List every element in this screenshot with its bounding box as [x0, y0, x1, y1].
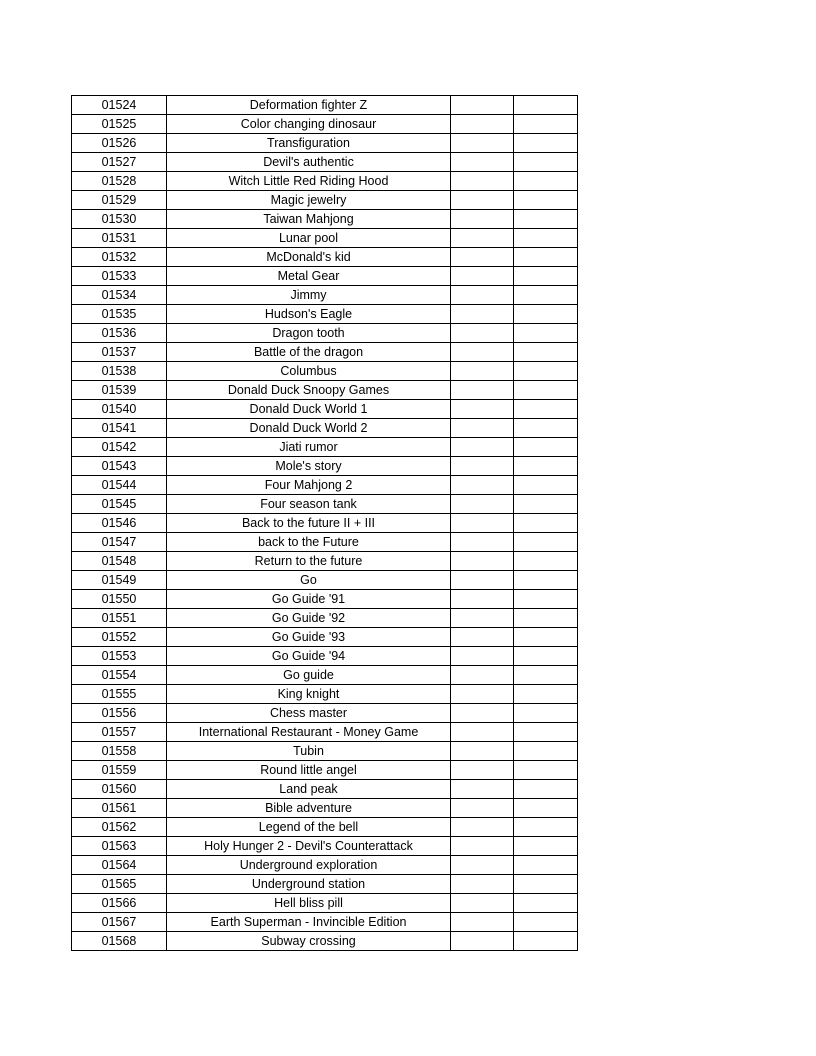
empty-cell: [514, 191, 578, 210]
game-title-cell: Go Guide '91: [167, 590, 451, 609]
empty-cell: [514, 856, 578, 875]
game-title-cell: Donald Duck World 2: [167, 419, 451, 438]
empty-cell: [451, 343, 514, 362]
game-code-cell: 01538: [72, 362, 167, 381]
table-row: [72, 837, 578, 856]
game-title-cell: Legend of the bell: [167, 818, 451, 837]
table-row: [72, 134, 578, 153]
empty-cell: [451, 723, 514, 742]
game-code-cell: 01525: [72, 115, 167, 134]
table-row: [72, 647, 578, 666]
empty-cell: [451, 229, 514, 248]
empty-cell: [451, 628, 514, 647]
game-title-cell: Metal Gear: [167, 267, 451, 286]
game-title-cell: Donald Duck Snoopy Games: [167, 381, 451, 400]
empty-cell: [514, 210, 578, 229]
empty-cell: [514, 267, 578, 286]
empty-cell: [514, 609, 578, 628]
game-code-cell: 01544: [72, 476, 167, 495]
table-row: [72, 191, 578, 210]
empty-cell: [451, 590, 514, 609]
game-code-cell: 01566: [72, 894, 167, 913]
empty-cell: [451, 913, 514, 932]
empty-cell: [514, 723, 578, 742]
game-title-cell: Four Mahjong 2: [167, 476, 451, 495]
empty-cell: [451, 115, 514, 134]
game-code-cell: 01531: [72, 229, 167, 248]
table-row: [72, 571, 578, 590]
empty-cell: [451, 571, 514, 590]
empty-cell: [514, 628, 578, 647]
empty-cell: [451, 153, 514, 172]
empty-cell: [514, 96, 578, 115]
game-code-cell: 01559: [72, 761, 167, 780]
empty-cell: [451, 400, 514, 419]
table-row: [72, 210, 578, 229]
empty-cell: [514, 324, 578, 343]
game-title-cell: Subway crossing: [167, 932, 451, 951]
game-code-cell: 01554: [72, 666, 167, 685]
game-code-cell: 01540: [72, 400, 167, 419]
game-title-cell: Magic jewelry: [167, 191, 451, 210]
game-code-cell: 01551: [72, 609, 167, 628]
table-row: [72, 780, 578, 799]
game-code-cell: 01545: [72, 495, 167, 514]
table-row: [72, 704, 578, 723]
game-code-cell: 01543: [72, 457, 167, 476]
empty-cell: [451, 514, 514, 533]
game-title-cell: Holy Hunger 2 - Devil's Counterattack: [167, 837, 451, 856]
empty-cell: [451, 286, 514, 305]
game-code-cell: 01553: [72, 647, 167, 666]
empty-cell: [514, 362, 578, 381]
empty-cell: [451, 742, 514, 761]
game-code-cell: 01541: [72, 419, 167, 438]
empty-cell: [451, 134, 514, 153]
game-code-cell: 01556: [72, 704, 167, 723]
game-title-cell: Taiwan Mahjong: [167, 210, 451, 229]
game-code-cell: 01534: [72, 286, 167, 305]
empty-cell: [514, 894, 578, 913]
game-title-cell: Jiati rumor: [167, 438, 451, 457]
table-row: [72, 875, 578, 894]
game-code-cell: 01549: [72, 571, 167, 590]
empty-cell: [514, 571, 578, 590]
game-code-cell: 01564: [72, 856, 167, 875]
game-code-cell: 01568: [72, 932, 167, 951]
empty-cell: [451, 837, 514, 856]
game-code-cell: 01546: [72, 514, 167, 533]
game-title-cell: International Restaurant - Money Game: [167, 723, 451, 742]
empty-cell: [514, 932, 578, 951]
empty-cell: [451, 438, 514, 457]
table-row: [72, 115, 578, 134]
empty-cell: [514, 419, 578, 438]
game-title-cell: Bible adventure: [167, 799, 451, 818]
game-title-cell: Go: [167, 571, 451, 590]
game-title-cell: Back to the future II + III: [167, 514, 451, 533]
game-code-cell: 01536: [72, 324, 167, 343]
empty-cell: [514, 647, 578, 666]
empty-cell: [451, 647, 514, 666]
game-title-cell: back to the Future: [167, 533, 451, 552]
game-title-cell: Witch Little Red Riding Hood: [167, 172, 451, 191]
empty-cell: [514, 704, 578, 723]
empty-cell: [451, 856, 514, 875]
empty-cell: [451, 761, 514, 780]
empty-cell: [451, 552, 514, 571]
table-row: [72, 229, 578, 248]
game-code-cell: 01537: [72, 343, 167, 362]
table-row: [72, 248, 578, 267]
game-code-cell: 01562: [72, 818, 167, 837]
table-row: [72, 153, 578, 172]
empty-cell: [451, 324, 514, 343]
game-code-cell: 01558: [72, 742, 167, 761]
empty-cell: [451, 381, 514, 400]
table-row: [72, 666, 578, 685]
empty-cell: [514, 495, 578, 514]
table-row: [72, 362, 578, 381]
game-code-cell: 01552: [72, 628, 167, 647]
empty-cell: [514, 229, 578, 248]
game-title-cell: Donald Duck World 1: [167, 400, 451, 419]
game-code-cell: 01527: [72, 153, 167, 172]
empty-cell: [514, 913, 578, 932]
empty-cell: [514, 476, 578, 495]
game-code-cell: 01542: [72, 438, 167, 457]
game-title-cell: Hudson's Eagle: [167, 305, 451, 324]
game-code-cell: 01560: [72, 780, 167, 799]
empty-cell: [451, 704, 514, 723]
game-title-cell: Return to the future: [167, 552, 451, 571]
table-row: [72, 267, 578, 286]
game-code-cell: 01565: [72, 875, 167, 894]
empty-cell: [451, 875, 514, 894]
table-row: [72, 324, 578, 343]
game-code-cell: 01547: [72, 533, 167, 552]
game-title-cell: Go guide: [167, 666, 451, 685]
game-code-cell: 01533: [72, 267, 167, 286]
empty-cell: [451, 210, 514, 229]
game-title-cell: Battle of the dragon: [167, 343, 451, 362]
empty-cell: [451, 685, 514, 704]
table-row: [72, 913, 578, 932]
empty-cell: [451, 666, 514, 685]
game-title-cell: Tubin: [167, 742, 451, 761]
game-title-cell: Devil's authentic: [167, 153, 451, 172]
game-title-cell: Go Guide '94: [167, 647, 451, 666]
table-row: [72, 514, 578, 533]
empty-cell: [514, 799, 578, 818]
empty-cell: [514, 818, 578, 837]
empty-cell: [451, 609, 514, 628]
empty-cell: [514, 533, 578, 552]
empty-cell: [514, 305, 578, 324]
empty-cell: [451, 457, 514, 476]
empty-cell: [514, 438, 578, 457]
empty-cell: [514, 780, 578, 799]
game-code-cell: 01535: [72, 305, 167, 324]
game-code-cell: 01529: [72, 191, 167, 210]
empty-cell: [514, 153, 578, 172]
empty-cell: [451, 172, 514, 191]
table-row: [72, 286, 578, 305]
empty-cell: [451, 96, 514, 115]
table-row: [72, 476, 578, 495]
table-row: [72, 894, 578, 913]
table-row: [72, 932, 578, 951]
empty-cell: [514, 381, 578, 400]
table-row: [72, 742, 578, 761]
empty-cell: [451, 894, 514, 913]
game-title-cell: Go Guide '93: [167, 628, 451, 647]
game-title-cell: Lunar pool: [167, 229, 451, 248]
table-row: [72, 628, 578, 647]
table-row: [72, 590, 578, 609]
empty-cell: [514, 552, 578, 571]
game-code-cell: 01550: [72, 590, 167, 609]
table-row: [72, 438, 578, 457]
empty-cell: [514, 742, 578, 761]
table-row: [72, 533, 578, 552]
table-row: [72, 552, 578, 571]
game-title-cell: McDonald's kid: [167, 248, 451, 267]
empty-cell: [514, 400, 578, 419]
empty-cell: [451, 799, 514, 818]
game-code-cell: 01561: [72, 799, 167, 818]
game-code-cell: 01524: [72, 96, 167, 115]
game-title-cell: Jimmy: [167, 286, 451, 305]
game-code-cell: 01557: [72, 723, 167, 742]
empty-cell: [514, 134, 578, 153]
empty-cell: [514, 590, 578, 609]
table-row: [72, 856, 578, 875]
empty-cell: [451, 495, 514, 514]
table-row: [72, 400, 578, 419]
game-code-cell: 01563: [72, 837, 167, 856]
game-code-cell: 01539: [72, 381, 167, 400]
game-title-cell: Earth Superman - Invincible Edition: [167, 913, 451, 932]
empty-cell: [514, 666, 578, 685]
game-title-cell: Hell bliss pill: [167, 894, 451, 913]
game-title-cell: Round little angel: [167, 761, 451, 780]
table-row: [72, 381, 578, 400]
game-title-cell: Underground exploration: [167, 856, 451, 875]
game-code-cell: 01528: [72, 172, 167, 191]
empty-cell: [451, 267, 514, 286]
empty-cell: [451, 533, 514, 552]
game-code-cell: 01567: [72, 913, 167, 932]
table-row: [72, 723, 578, 742]
game-title-cell: Underground station: [167, 875, 451, 894]
game-title-cell: Four season tank: [167, 495, 451, 514]
table-row: [72, 818, 578, 837]
empty-cell: [451, 780, 514, 799]
table-row: [72, 305, 578, 324]
table-row: [72, 761, 578, 780]
table-row: [72, 495, 578, 514]
game-list-table: [71, 95, 578, 951]
table-row: [72, 96, 578, 115]
table-row: [72, 172, 578, 191]
empty-cell: [514, 248, 578, 267]
game-title-cell: Color changing dinosaur: [167, 115, 451, 134]
empty-cell: [451, 419, 514, 438]
game-code-cell: 01548: [72, 552, 167, 571]
empty-cell: [451, 818, 514, 837]
empty-cell: [451, 305, 514, 324]
empty-cell: [451, 476, 514, 495]
empty-cell: [514, 685, 578, 704]
game-code-cell: 01555: [72, 685, 167, 704]
empty-cell: [514, 457, 578, 476]
game-title-cell: Columbus: [167, 362, 451, 381]
game-title-cell: Transfiguration: [167, 134, 451, 153]
empty-cell: [451, 191, 514, 210]
empty-cell: [514, 115, 578, 134]
table-row: [72, 343, 578, 362]
empty-cell: [514, 514, 578, 533]
empty-cell: [514, 837, 578, 856]
game-list-body: [72, 96, 578, 951]
table-row: [72, 419, 578, 438]
empty-cell: [514, 761, 578, 780]
empty-cell: [451, 362, 514, 381]
game-code-cell: 01526: [72, 134, 167, 153]
empty-cell: [514, 343, 578, 362]
empty-cell: [451, 248, 514, 267]
game-title-cell: Chess master: [167, 704, 451, 723]
game-title-cell: King knight: [167, 685, 451, 704]
table-row: [72, 685, 578, 704]
table-row: [72, 609, 578, 628]
table-row: [72, 799, 578, 818]
empty-cell: [514, 875, 578, 894]
empty-cell: [451, 932, 514, 951]
game-title-cell: Deformation fighter Z: [167, 96, 451, 115]
game-title-cell: Land peak: [167, 780, 451, 799]
game-code-cell: 01530: [72, 210, 167, 229]
game-title-cell: Go Guide '92: [167, 609, 451, 628]
empty-cell: [514, 172, 578, 191]
game-code-cell: 01532: [72, 248, 167, 267]
game-title-cell: Mole's story: [167, 457, 451, 476]
empty-cell: [514, 286, 578, 305]
game-title-cell: Dragon tooth: [167, 324, 451, 343]
table-row: [72, 457, 578, 476]
